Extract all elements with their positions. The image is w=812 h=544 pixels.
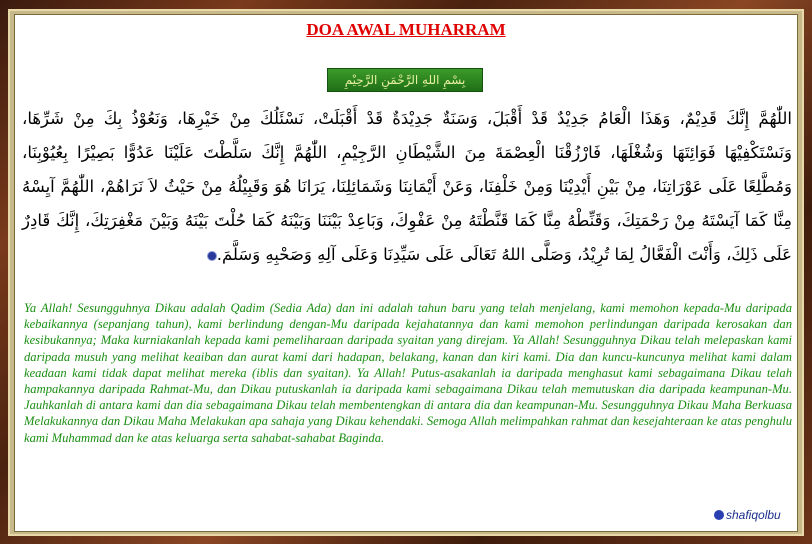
arabic-prayer-body: اللّٰهُمَّ إِنَّكَ قَدِيْمٌ، وَهَذَا الْعَامُ جَدِيْدٌ قَدْ أَقْبَلَ، وَسَنَةٌ جَدِيْدَةٌ قَدْ أَقْبَلَتْ، نَسْئَلُكَ مِنْ خَيْرِهَا، وَنَعُوْذُ بِكَ مِنْ شَرِّهَا، وَنَسْتَكْفِيْهَا فَوَائِتَهَا وَشُغْلَهَا، فَارْزُقْنَا الْعِصْمَةَ مِنَ الشَّيْطَانِ الرَّجِيْمِ، اللّٰهُمَّ إِنَّكَ سَلَّطْتَ عَلَيْنَا عَدُوًّا بَصِيْرًا بِعُيُوْبِنَا، وَمُطَّلِعًا عَلَى عَوْرَاتِنَا، مِنْ بَيْنِ أَيْدِيْنَا وَمِنْ خَلْفِنَا، وَعَنْ أَيْمَانِنَا وَشَمَائِلِنَا، يَرَانَا هُوَ وَقَبِيْلُهُ مِنْ حَيْثُ لاَ نَرَاهُمْ، اللّٰهُمَّ آيِسْهُ مِنَّا كَمَا آيَسْتَهُ مِنْ رَحْمَتِكَ، وَقَنِّطْهُ مِنَّا كَمَا قَنَّطْتَهُ مِنْ عَفْوِكَ، وَبَاعِدْ بَيْنَنَا وَبَيْنَهُ كَمَا حُلْتَ بَيْنَهُ وَبَيْنَ مَغْفِرَتِكَ، إِنَّكَ قَادِرٌ عَلَى ذَلِكَ، وَأَنْتَ الْفَعَّالُ لِمَا تُرِيْدُ، وَصَلَّى اللهُ تَعَالَى عَلَى سَيِّدِنَا وَعَلَى آلِهِ وَصَحْبِهِ وَسَلَّمَ.: [22, 109, 792, 264]
credit-text: shafiqolbu: [726, 508, 781, 522]
verse-end-icon: [207, 251, 217, 261]
page-title: [0, 20, 812, 40]
credit-logo-icon: [714, 510, 724, 520]
page-title-text: DOA AWAL MUHARRAM: [306, 20, 506, 39]
malay-translation: Ya Allah! Sesungguhnya Dikau adalah Qadim (Sedia Ada) dan ini adalah tahun baru yang telah menjelang, kami memohon kepada-Mu daripada kebaikannya (sepanjang tahun), kami berlindung dengan-Mu daripada kejahatannya dan kami memohon perlindungan daripada kerosakan dan kesibukannya; Maka kurniakanlah kepada kami pemeliharaan daripada syaitan yang direjam. Ya Allah! Sesungguhnya Dikau telah melepaskan kami daripada musuh yang melihat keaiban dan aurat kami dari hadapan, belakang, kanan dan kiri kami. Dia dan kuncu-kuncunya melihat kami dalam keadaan kami tidak dapat melihat mereka (iblis dan syaitan). Ya Allah! Putus-asakanlah ia daripada menghasut kami sebagaimana Dikau telah hampakannya daripada Rahmat-Mu, dan Dikau putuskanlah ia daripada kami sebagaimana Dikau telah memutuskan dia daripada keampunan-Mu. Jauhkanlah di antara kami dan dia sebagaimana Dikau telah membentengkan di antara dia dan keampunan-Mu. Sesungguhnya Dikau Maha Berkuasa Melakukannya dan Dikau Maha Melakukan apa sahaja yang Dikau kehendaki. Semoga Allah melimpahkan rahmat dan kesejahteraan ke atas penghulu kami Muhammad dan ke atas keluarga serta sahabat-sahabat Baginda.: [24, 301, 792, 445]
credit-watermark: [714, 508, 781, 522]
arabic-prayer-text: [22, 102, 792, 272]
bismillah-calligraphy: بِسْمِ اللهِ الرَّحْمَنِ الرَّحِيْمِ: [327, 68, 483, 92]
